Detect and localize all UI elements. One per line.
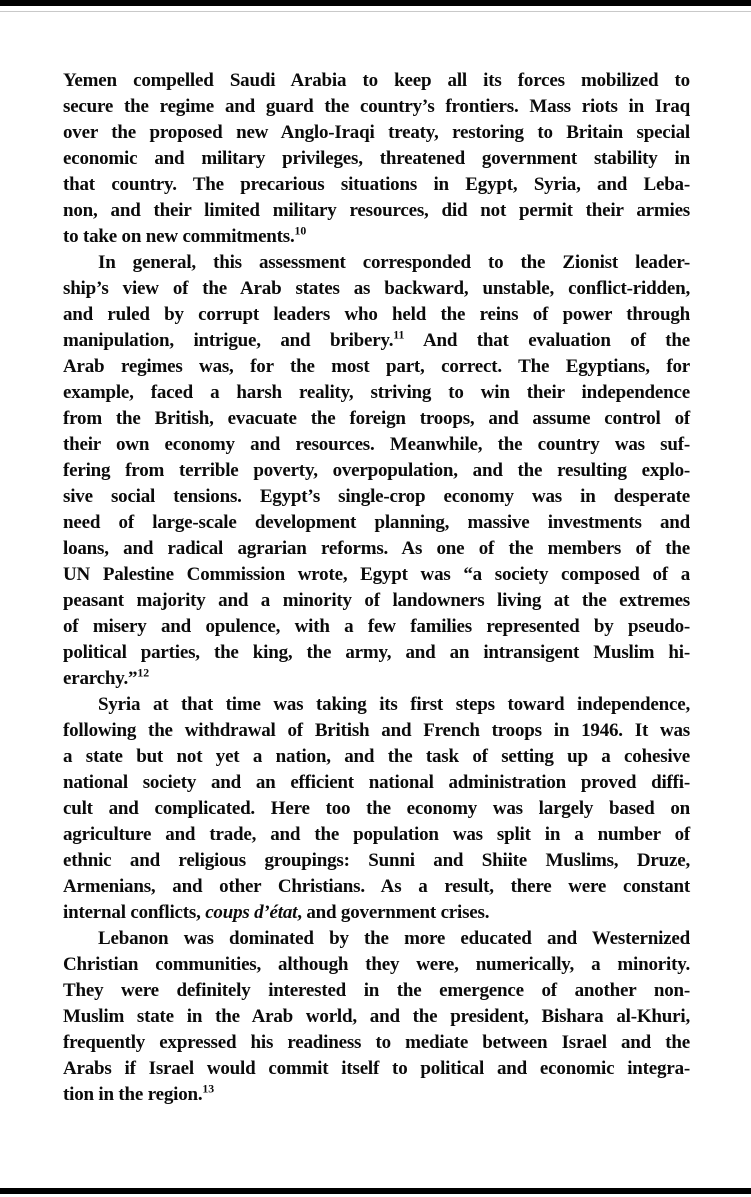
page-text-block — [63, 68, 690, 1108]
text-segment: need of large-scale development planning, massive investments and — [63, 512, 690, 533]
text-line — [63, 406, 690, 432]
text-line — [63, 484, 690, 510]
text-line — [63, 796, 690, 822]
text-segment: ship’s view of the Arab states as backward, unstable, conflict-ridden, — [63, 278, 690, 299]
text-segment: Arab regimes was, for the most part, correct. The Egyptians, for — [63, 356, 690, 377]
text-segment: over the proposed new Anglo-Iraqi treaty, restoring to Britain special — [63, 122, 690, 143]
italic-phrase: coups d’état — [205, 902, 298, 923]
text-segment: following the withdrawal of British and French troops in 1946. It was — [63, 720, 690, 741]
text-line — [63, 120, 690, 146]
top-border-bar — [0, 0, 751, 6]
text-segment: of misery and opulence, with a few families represented by pseudo- — [63, 616, 690, 637]
text-line — [63, 770, 690, 796]
text-line — [63, 432, 690, 458]
text-line — [63, 146, 690, 172]
text-segment: Yemen compelled Saudi Arabia to keep all its forces mobilized to — [63, 70, 690, 91]
text-segment: Arabs if Israel would commit itself to political and economic integra- — [63, 1058, 690, 1079]
text-segment: to take on new commitments. — [63, 226, 295, 247]
text-line — [63, 1082, 690, 1108]
text-line — [63, 302, 690, 328]
footnote-ref: 13 — [202, 1082, 215, 1096]
text-line — [63, 900, 690, 926]
text-segment: manipulation, intrigue, and bribery. — [63, 330, 394, 351]
text-line — [63, 250, 690, 276]
text-segment: UN Palestine Commission wrote, Egypt was “a society composed of a — [63, 564, 690, 585]
text-line — [63, 666, 690, 692]
text-segment: cult and complicated. Here too the economy was largely based on — [63, 798, 690, 819]
paragraph — [63, 926, 690, 1108]
text-line — [63, 1030, 690, 1056]
text-line — [63, 822, 690, 848]
text-line — [63, 458, 690, 484]
text-segment: tion in the region. — [63, 1084, 203, 1105]
text-line — [63, 380, 690, 406]
text-line — [63, 718, 690, 744]
text-line — [63, 744, 690, 770]
text-segment: , and government crises. — [297, 902, 490, 923]
text-segment: loans, and radical agrarian reforms. As one of the members of the — [63, 538, 690, 559]
text-segment: Armenians, and other Christians. As a result, there were constant — [63, 876, 690, 897]
text-segment: non, and their limited military resources, did not permit their armies — [63, 200, 690, 221]
text-line — [63, 640, 690, 666]
text-segment: internal conflicts, — [63, 902, 206, 923]
text-segment: They were definitely interested in the emergence of another non- — [63, 980, 690, 1001]
text-segment: political parties, the king, the army, and an intransigent Muslim hi- — [63, 642, 690, 663]
text-line — [63, 588, 690, 614]
text-line — [63, 94, 690, 120]
text-segment: Muslim state in the Arab world, and the president, Bishara al-Khuri, — [63, 1006, 690, 1027]
text-line — [63, 1056, 690, 1082]
text-segment: a state but not yet a nation, and the task of setting up a cohesive — [63, 746, 690, 767]
text-segment: Syria at that time was taking its first steps toward independence, — [98, 694, 690, 715]
text-segment: example, faced a harsh reality, striving to win their independence — [63, 382, 690, 403]
text-line — [63, 536, 690, 562]
text-line — [63, 328, 690, 354]
text-segment: sive social tensions. Egypt’s single-crop economy was in desperate — [63, 486, 690, 507]
text-segment: Lebanon was dominated by the more educated and Westernized — [98, 928, 690, 949]
text-segment: their own economy and resources. Meanwhile, the country was suf- — [63, 434, 690, 455]
text-line — [63, 952, 690, 978]
text-segment: And that evaluation of the — [404, 330, 690, 351]
text-line — [63, 614, 690, 640]
text-segment: frequently expressed his readiness to mediate between Israel and the — [63, 1032, 690, 1053]
text-segment: peasant majority and a minority of landowners living at the extremes — [63, 590, 690, 611]
text-segment: Christian communities, although they were, numerically, a minority. — [63, 954, 690, 975]
text-line — [63, 172, 690, 198]
text-segment: that country. The precarious situations in Egypt, Syria, and Leba- — [63, 174, 690, 195]
text-segment: In general, this assessment corresponded to the Zionist leader- — [98, 252, 690, 273]
text-line — [63, 978, 690, 1004]
paragraph — [63, 250, 690, 692]
text-line — [63, 848, 690, 874]
text-line — [63, 562, 690, 588]
text-line — [63, 354, 690, 380]
paragraph — [63, 68, 690, 250]
text-segment: economic and military privileges, threatened government stability in — [63, 148, 690, 169]
text-segment: from the British, evacuate the foreign troops, and assume control of — [63, 408, 690, 429]
footnote-ref: 12 — [137, 666, 150, 680]
footnote-ref: 10 — [294, 224, 307, 238]
paragraph — [63, 692, 690, 926]
bottom-border-bar — [0, 1188, 751, 1194]
text-segment: agriculture and trade, and the population was split in a number of — [63, 824, 690, 845]
text-segment: and ruled by corrupt leaders who held the reins of power through — [63, 304, 690, 325]
footnote-ref: 11 — [393, 328, 405, 342]
text-line — [63, 68, 690, 94]
text-line — [63, 692, 690, 718]
text-line — [63, 198, 690, 224]
text-line — [63, 276, 690, 302]
text-segment: secure the regime and guard the country’s frontiers. Mass riots in Iraq — [63, 96, 690, 117]
text-line — [63, 224, 690, 250]
text-segment: national society and an efficient national administration proved diffi- — [63, 772, 690, 793]
text-segment: erarchy.” — [63, 668, 138, 689]
text-segment: fering from terrible poverty, overpopulation, and the resulting explo- — [63, 460, 690, 481]
text-line — [63, 874, 690, 900]
text-line — [63, 1004, 690, 1030]
text-segment: ethnic and religious groupings: Sunni and Shiite Muslims, Druze, — [63, 850, 690, 871]
text-line — [63, 510, 690, 536]
top-hairline — [0, 11, 751, 12]
text-line — [63, 926, 690, 952]
